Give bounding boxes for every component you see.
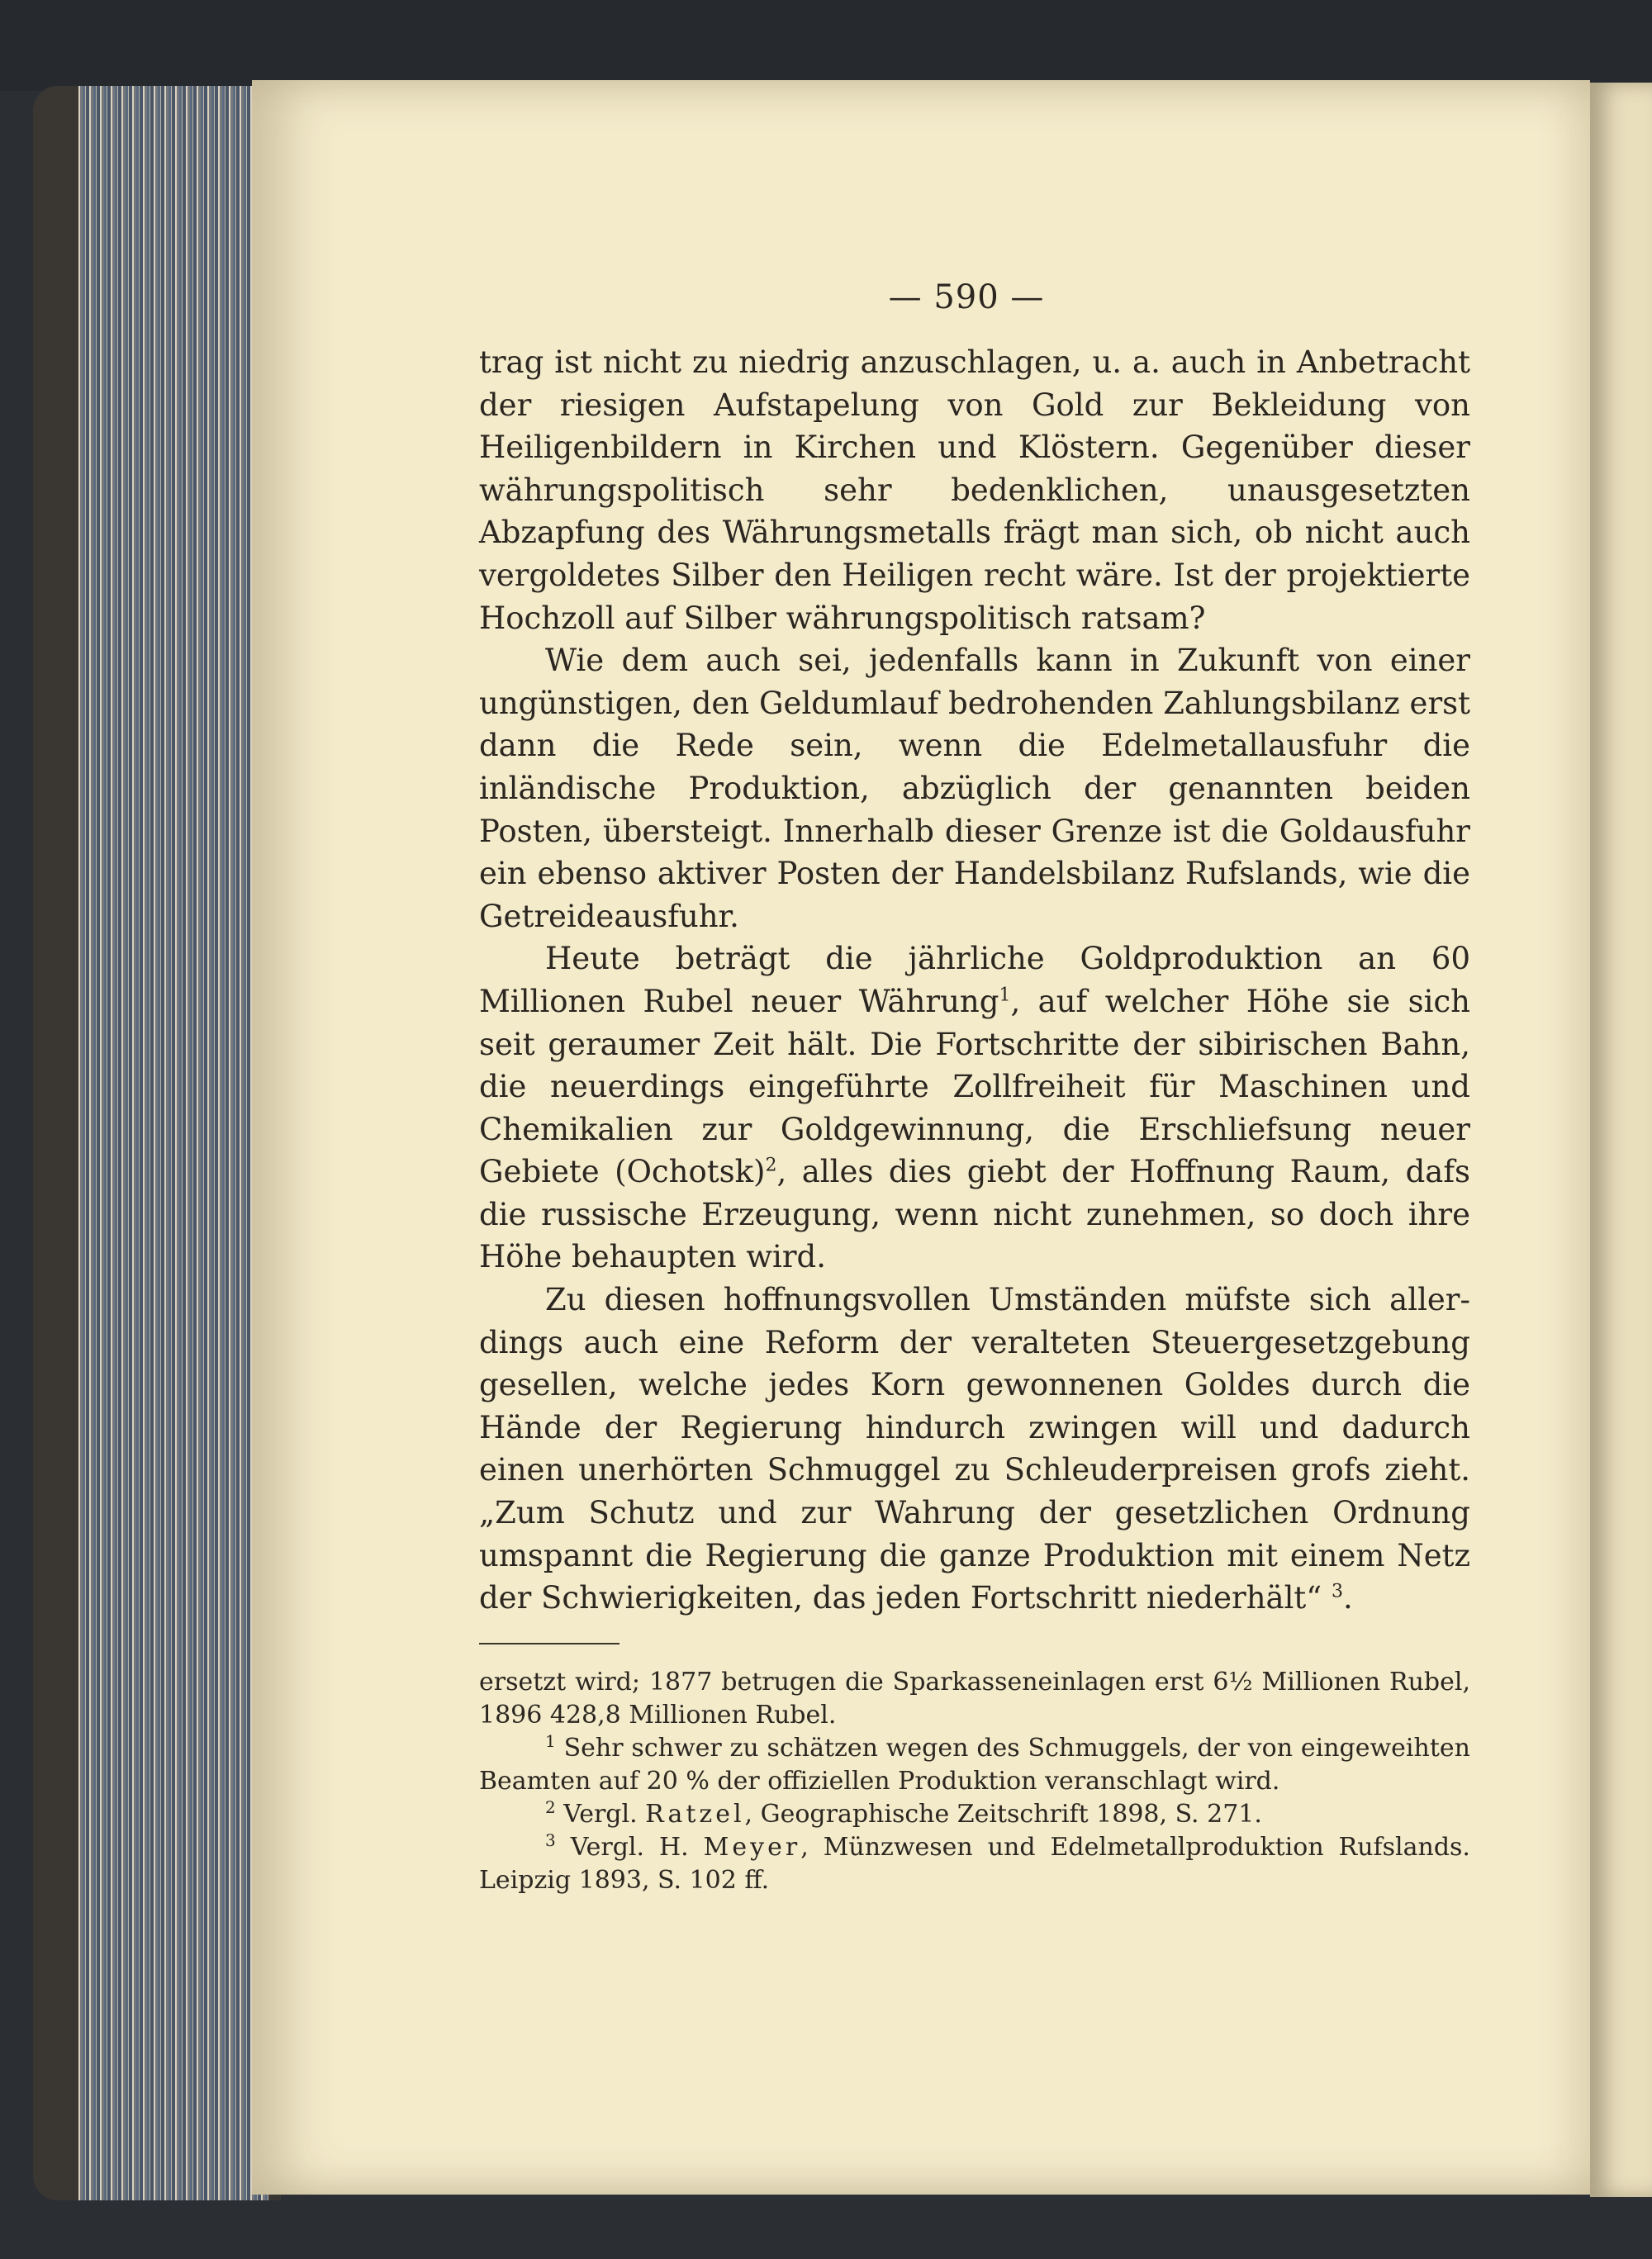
- footnote-ref-1[interactable]: 1: [999, 985, 1011, 1006]
- footnote-divider: [479, 1643, 620, 1644]
- footnotes: [479, 1666, 1470, 1897]
- footnote-3-pre: Vergl. H.: [570, 1832, 704, 1862]
- paragraph-3-part-2: , auf welcher Höhe sie sich seit geraumer Zeit hält. Die Fortschritte der sibirischen Bahn, die neuerdings eingeführte Zollfreiheit für Maschinen und Chemikalien zur Goldgewinnung, die Erschliefsung neuer Gebiete (Ochotsk): [479, 983, 1471, 1190]
- footnote-3-author: Meyer: [703, 1832, 801, 1862]
- footnote-1: [479, 1732, 1470, 1798]
- paragraph-3-part-3: , alles dies giebt der Hoffnung Raum, dafs die russische Erzeugung, wenn nicht zunehmen, so doch ihre Höhe behaupten wird.: [479, 1154, 1470, 1275]
- page-number: — 590 —: [888, 278, 1045, 316]
- footnote-2-post: , Geographische Zeitschrift 1898, S. 271.: [744, 1799, 1262, 1829]
- paragraph-4: [479, 1279, 1470, 1620]
- footnote-3-mark: 3: [545, 1830, 556, 1850]
- background: [0, 0, 1652, 91]
- paragraph-2: Wie dem auch sei, jedenfalls kann in Zukunft von einer ungünstigen, den Geldumlauf bedrohenden Zahlungsbilanz erst dann die Rede sein, wenn die Edelmetallausfuhr die inländische Produktion, abzüglich der genannten beiden Posten, übersteigt. Innerhalb dieser Grenze ist die Goldausfuhr ein ebenso aktiver Posten der Handelsbilanz Rufslands, wie die Getreideausfuhr.: [479, 643, 1470, 934]
- body-text: [479, 341, 1470, 1620]
- paragraph-1: trag ist nicht zu niedrig anzuschlagen, u. a. auch in Anbetracht der riesigen Aufstapelung von Gold zur Bekleidung von Heiligenbildern in Kirchen und Klöstern. Gegenüber dieser währungspolitisch sehr bedenklichen, unausgesetzten Abzapfung des Währungsmetalls frägt man sich, ob nicht auch vergoldetes Silber den Heiligen recht wäre. Ist der projektierte Hochzoll auf Silber währungspolitisch ratsam?: [479, 344, 1470, 636]
- footnote-ref-2[interactable]: 2: [765, 1155, 777, 1176]
- paragraph-4-part-2: .: [1342, 1580, 1353, 1616]
- paragraph-3-part-1: Heute beträgt die jährliche Goldproduktion an 60 Millionen Rubel neuer Währung: [479, 941, 1470, 1019]
- footnote-1-mark: 1: [545, 1730, 556, 1751]
- footnote-2-pre: Vergl.: [563, 1799, 646, 1829]
- paragraph-4-part-1: Zu diesen hoffnungsvollen Umständen müfste sich allerdings auch eine Reform der veralteten Steuergesetzgebung gesellen, welche jedes Korn gewonnenen Goldes durch die Hände der Regierung hindurch zwingen will und dadurch einen unerhörten Schmuggel zu Schleuderpreisen grofs zieht. „Zum Schutz und zur Wahrung der gesetzlichen Ordnung umspannt die Regierung die ganze Produktion mit einem Netz der Schwierigkeiten, das jeden Fortschritt niederhält“: [479, 1282, 1470, 1616]
- page-edges: [78, 86, 268, 2200]
- page-content: [479, 278, 1470, 1897]
- paragraph-3: [479, 937, 1470, 1279]
- footnote-3-post: , Münzwesen und Edelmetallproduktion Rufslands. Leipzig 1893, S. 102 ff.: [479, 1832, 1470, 1895]
- footnote-continued: ersetzt wird; 1877 betrugen die Sparkasseneinlagen erst 6½ Millionen Rubel, 1896 428,8 Millionen Rubel.: [479, 1667, 1470, 1730]
- facing-page-edge: [1590, 83, 1652, 2197]
- footnote-3: [479, 1831, 1470, 1897]
- book-page: [252, 80, 1590, 2195]
- footnote-2-mark: 2: [545, 1796, 556, 1817]
- footnote-ref-3[interactable]: 3: [1331, 1581, 1343, 1602]
- footnote-2: [479, 1798, 1470, 1831]
- footnote-1-text: Sehr schwer zu schätzen wegen des Schmuggels, der von eingeweihten Beamten auf 20 % der offiziellen Produktion veranschlagt wird.: [479, 1733, 1470, 1796]
- footnote-2-author: Ratzel: [645, 1799, 745, 1829]
